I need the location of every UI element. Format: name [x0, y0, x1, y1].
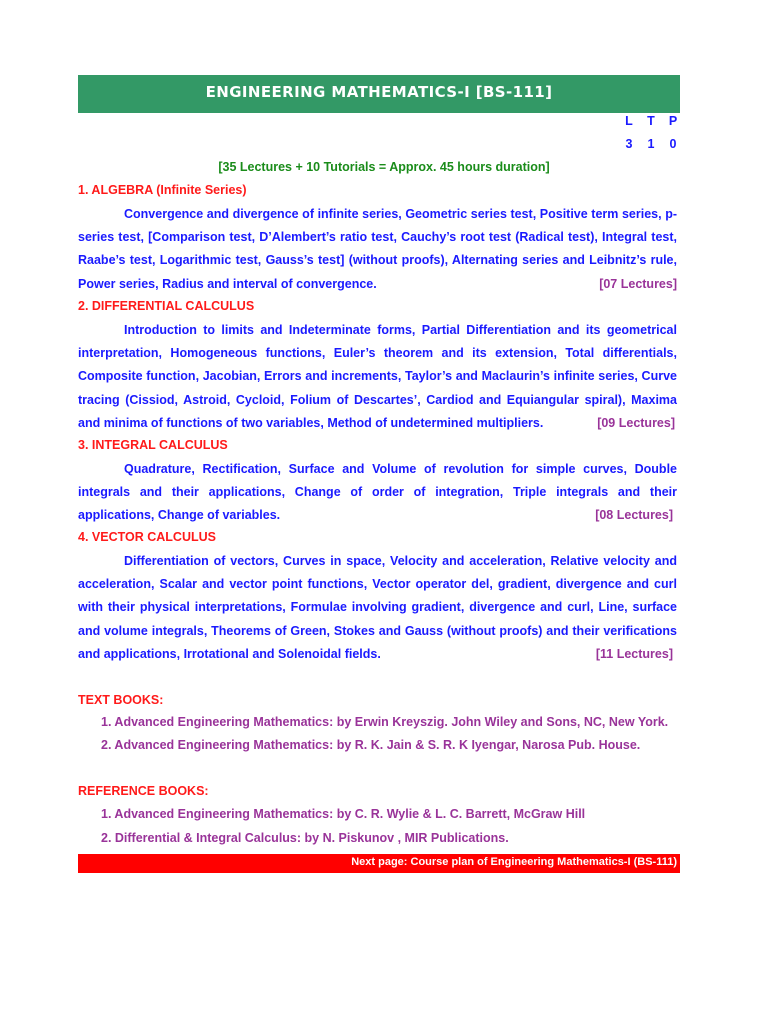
ltp-header-t: T: [647, 114, 655, 128]
next-page-banner: [78, 854, 680, 873]
unit-1-line: Raabe’s test, Logarithmic test, Gauss’s test] (without proofs), Alternating series and Leibnitz’s rule,: [78, 253, 677, 268]
text-book-item: 2. Advanced Engineering Mathematics: by R. K. Jain & S. R. K Iyengar, Narosa Pub. House.: [101, 738, 641, 752]
unit-1-lectures: [07 Lectures]: [599, 276, 677, 291]
unit-4-line: and volume integrals, Theorems of Green, Stokes and Gauss (without proofs) and their verifications: [78, 623, 677, 638]
unit-4-line: with their physical interpretations, Formulae involving gradient, divergence and curl, Line, surface: [78, 600, 677, 615]
unit-3-line: Quadrature, Rectification, Surface and Volume of revolution for simple curves, Double: [124, 462, 677, 476]
unit-2-line: interpretation, Homogeneous functions, Euler’s theorem and its extension, Total differentials,: [78, 346, 677, 361]
unit-3-content: [78, 458, 677, 528]
unit-2-last-line: [78, 412, 677, 435]
unit-2-line: tracing (Cissiod, Astroid, Cycloid, Folium of Descartes’, Cardiod and Equiangular spiral), Maxima: [78, 392, 677, 407]
text-book-item: 1. Advanced Engineering Mathematics: by Erwin Kreyszig. John Wiley and Sons, NC, New York.: [101, 715, 669, 729]
ltp-header-p: P: [668, 114, 678, 128]
unit-1-line: series test, [Comparison test, D’Alembert’s ratio test, Cauchy’s root test (Radical test), Integral test,: [78, 230, 677, 245]
unit-2-lectures: [09 Lectures]: [597, 415, 675, 430]
unit-2-line: Composite function, Jacobian, Errors and increments, Taylor’s and Maclaurin’s infinite series, Curve: [78, 369, 677, 384]
unit-2-content: [78, 319, 677, 435]
unit-4-line: Differentiation of vectors, Curves in space, Velocity and acceleration, Relative velocity and: [124, 554, 677, 568]
reference-book-item: 1. Advanced Engineering Mathematics: by C. R. Wylie & L. C. Barrett, McGraw Hill: [101, 807, 586, 821]
ltp-header-l: L: [625, 114, 633, 128]
unit-4-line: acceleration, Scalar and vector point functions, Vector operator del, gradient, divergence and curl: [78, 577, 677, 592]
unit-3-heading: 3. INTEGRAL CALCULUS: [78, 438, 228, 452]
ltp-value-l: 3: [625, 137, 633, 151]
unit-1-line: Convergence and divergence of infinite series, Geometric series test, Positive term series, p-: [124, 207, 677, 221]
unit-3-line: integrals and their applications, Change of order of integration, Triple integrals and their: [78, 485, 677, 500]
unit-2-line: and minima of functions of two variables, Method of undetermined multipliers.: [78, 415, 544, 430]
unit-2-line: Introduction to limits and Indeterminate forms, Partial Differentiation and its geometrical: [124, 323, 677, 337]
unit-4-last-line: [78, 643, 677, 666]
unit-4-line: and applications, Irrotational and Solenoidal fields.: [78, 646, 381, 661]
ltp-value-t: 1: [647, 137, 655, 151]
unit-1-line: Power series, Radius and interval of convergence.: [78, 276, 377, 291]
unit-4-content: [78, 550, 677, 666]
page-title: ENGINEERING MATHEMATICS-I [BS-111]: [78, 75, 680, 113]
next-page-text: Next page: Course plan of Engineering Mathematics-I (BS-111): [351, 856, 677, 868]
unit-4-lectures: [11 Lectures]: [595, 646, 673, 661]
unit-3-lectures: [08 Lectures]: [595, 508, 673, 523]
unit-1-heading: 1. ALGEBRA (Infinite Series): [78, 183, 247, 197]
ltp-value-p: 0: [669, 137, 677, 151]
unit-1-content: [78, 203, 677, 296]
unit-4-heading: 4. VECTOR CALCULUS: [78, 530, 216, 544]
unit-3-line: applications, Change of variables.: [78, 508, 281, 523]
duration-note: [35 Lectures + 10 Tutorials = Approx. 45 hours duration]: [218, 160, 550, 174]
unit-3-last-line: [78, 504, 677, 527]
reference-book-item: 2. Differential & Integral Calculus: by N. Piskunov , MIR Publications.: [101, 831, 509, 845]
unit-1-last-line: [78, 273, 677, 296]
reference-books-heading: REFERENCE BOOKS:: [78, 784, 209, 798]
unit-2-heading: 2. DIFFERENTIAL CALCULUS: [78, 299, 255, 313]
text-books-heading: TEXT BOOKS:: [78, 693, 164, 707]
